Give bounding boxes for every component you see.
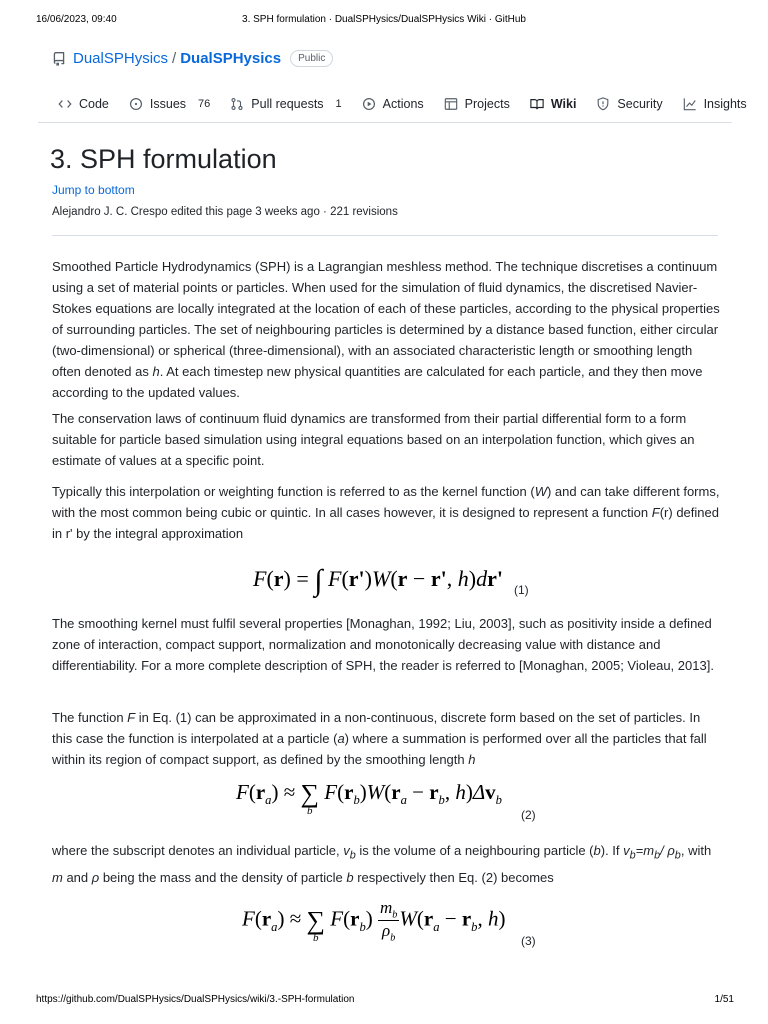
tab-code[interactable]: Code	[58, 97, 109, 111]
paragraph-discrete: The function F in Eq. (1) can be approximated in a non-continuous, discrete form based on the set of particles. In this case the function is interpolated at a particle (a) where a summation is performed over all the particles that fall within its region of compact support, as defined by the smoothing length h	[52, 710, 707, 767]
tab-insights[interactable]: Insights	[683, 97, 747, 111]
paragraph-volume: where the subscript denotes an individual particle, $v_b$ is the volume of a neighbouring particle (b). If $v_b=m_b/$ $\rho_b$, with m and ρ being the mass and the density of particle b respectively then Eq. (2) becomes	[52, 843, 712, 885]
graph-icon	[683, 97, 697, 111]
paragraph-conservation: The conservation laws of continuum fluid dynamics are transformed from their partial differential form to a form suitable for particle based simulation using integral equations based on an interpolation function, which gives an estimate of values at a specific point.	[52, 411, 695, 468]
repo-icon	[52, 52, 66, 66]
visibility-badge: Public	[290, 50, 333, 67]
equation-3-number: (3)	[521, 934, 536, 948]
code-icon	[58, 97, 72, 111]
print-date: 16/06/2023, 09:40	[36, 14, 117, 25]
paragraph-kernel: Typically this interpolation or weighting function is referred to as the kernel function (W) and can take different forms, with the most common being cubic or quintic. In all cases however, it is designed to represent a function F(r) defined in r' by the integral approximation	[52, 484, 720, 541]
tab-wiki[interactable]: Wiki	[530, 97, 577, 111]
play-icon	[362, 97, 376, 111]
paragraph-intro: Smoothed Particle Hydrodynamics (SPH) is a Lagrangian meshless method. The technique discretises a continuum using a set of material points or particles. When used for the simulation of fluid dynamics, the discretised Navier-Stokes equations are locally integrated at the location of each of these particles, according to the physical properties of surrounding particles. The set of neighbouring particles is determined by a distance based function, either circular (two-dimensional) or spherical (three-dimensional), with an associated characteristic length or smoothing length often denoted as h. At each timestep new physical quantities are calculated for each particle, and they then move according to the updated values.	[52, 259, 720, 400]
book-icon	[530, 97, 544, 111]
edit-meta: Alejandro J. C. Crespo edited this page 3 weeks ago · 221 revisions	[52, 206, 398, 218]
issue-icon	[129, 97, 143, 111]
repo-heading	[52, 50, 333, 67]
repo-separator: /	[172, 50, 177, 67]
tab-projects[interactable]: Projects	[444, 97, 510, 111]
repo-owner-link[interactable]: DualSPHysics	[73, 50, 169, 67]
pull-requests-count: 1	[335, 98, 342, 110]
equation-1: F(r) = ∫ F(r')W(r − r', h)dr'	[253, 564, 503, 597]
tab-actions[interactable]: Actions	[362, 97, 424, 111]
equation-2-number: (2)	[521, 808, 536, 822]
equation-1-number: (1)	[514, 583, 529, 597]
print-page-number: 1/51	[714, 994, 734, 1005]
table-icon	[444, 97, 458, 111]
shield-icon	[596, 97, 610, 111]
tab-pull-requests[interactable]: Pull requests 1	[230, 97, 341, 111]
tab-security[interactable]: Security	[596, 97, 662, 111]
paragraph-properties: The smoothing kernel must fulfil several properties [Monaghan, 1992; Liu, 2003], such as positivity inside a defined zone of interaction, compact support, normalization and monotonically decreasing value with distance and differentiability. For a more complete description of SPH, the reader is referred to [Monaghan, 2005; Violeau, 2013].	[52, 616, 714, 673]
equation-3: $F(r_a)$ ≈ ∑ b $F(r_b)$ $\frac{m_b}{\rho_b}$ $W(r_a - r_b$, h)	[242, 898, 506, 944]
repo-tabs	[38, 86, 747, 123]
print-url: https://github.com/DualSPHysics/DualSPHysics/wiki/3.-SPH-formulation	[36, 994, 355, 1005]
page-title: 3. SPH formulation	[50, 144, 277, 174]
divider	[52, 235, 718, 236]
issues-count: 76	[198, 98, 211, 110]
tab-issues[interactable]: Issues 76	[129, 97, 210, 111]
repo-name-link[interactable]: DualSPHysics	[180, 50, 282, 67]
pull-request-icon	[230, 97, 244, 111]
jump-to-bottom-link[interactable]: Jump to bottom	[52, 183, 135, 197]
print-title: 3. SPH formulation · DualSPHysics/DualSPHysics Wiki · GitHub	[242, 14, 526, 25]
equation-2: $F(r_a)$ ≈ ∑ b $F(r_b)W(r_a - r_b$, $h)\Delta v_b$	[236, 779, 502, 817]
